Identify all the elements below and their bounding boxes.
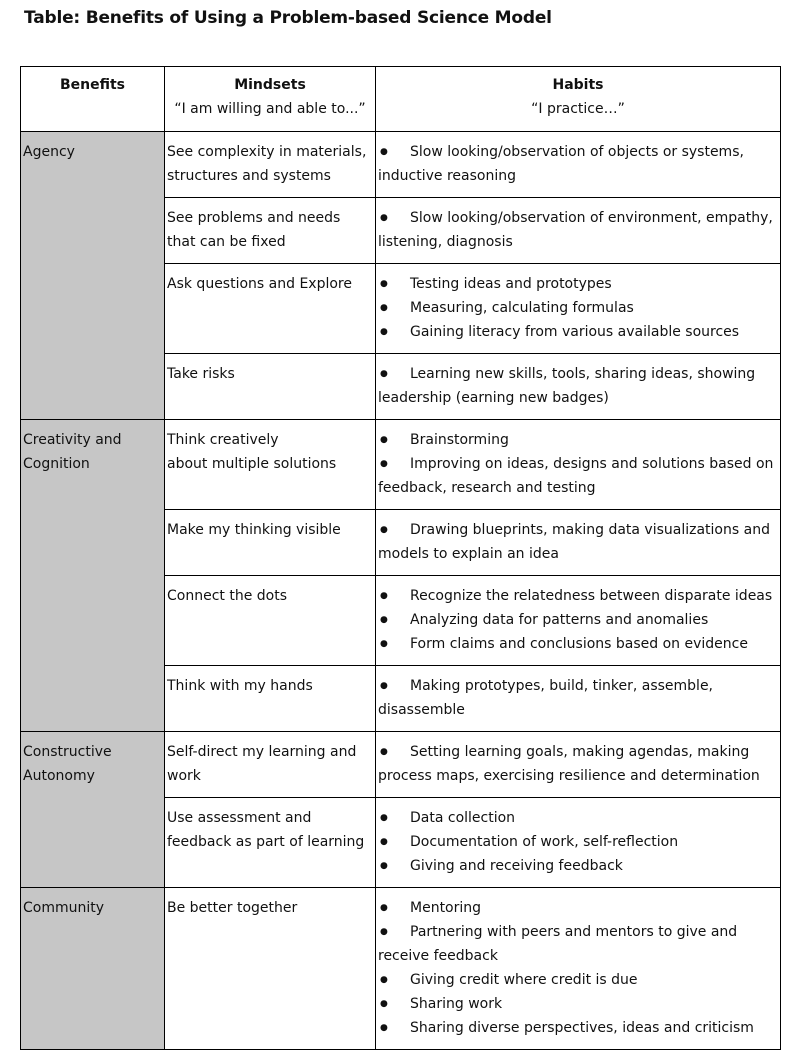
habit-text: Documentation of work, self-reflection <box>410 834 679 850</box>
benefit-cell <box>21 420 165 732</box>
habit-list-item <box>378 740 778 788</box>
mindset-text: Be better together <box>167 900 298 916</box>
table-row <box>21 420 781 510</box>
mindset-text: Think creatively <box>167 432 279 448</box>
habit-list-item <box>378 206 778 254</box>
benefits-table <box>20 66 781 1050</box>
habits-cell <box>376 732 781 798</box>
mindset-cell <box>165 732 376 798</box>
habits-cell <box>376 798 781 888</box>
habit-list-item <box>378 1016 778 1040</box>
habit-list-item <box>378 272 778 296</box>
table-header-row <box>21 67 781 132</box>
habit-text: Testing ideas and prototypes <box>410 276 612 292</box>
header-mindsets <box>165 67 376 132</box>
habit-text: Setting learning goals, making agendas, making process maps, exercising resilience and determination <box>378 744 760 784</box>
mindset-cell <box>165 510 376 576</box>
habit-list-item <box>378 896 778 920</box>
habit-text: Improving on ideas, designs and solutions based on feedback, research and testing <box>378 456 774 496</box>
habits-cell <box>376 264 781 354</box>
habit-text: Sharing diverse perspectives, ideas and criticism <box>410 1020 754 1036</box>
habit-text: Drawing blueprints, making data visualizations and models to explain an idea <box>378 522 770 562</box>
habit-list-item <box>378 608 778 632</box>
benefit-cell <box>21 732 165 888</box>
habit-text: Measuring, calculating formulas <box>410 300 634 316</box>
benefit-label: Constructive <box>23 744 112 760</box>
mindset-cell <box>165 798 376 888</box>
mindset-text: Ask questions and Explore <box>167 276 352 292</box>
header-benefits-label: Benefits <box>59 77 126 93</box>
mindset-cell <box>165 354 376 420</box>
benefit-cell <box>21 888 165 1050</box>
habit-list-item <box>378 806 778 830</box>
table-row <box>21 888 781 1050</box>
habit-text: Giving and receiving feedback <box>410 858 623 874</box>
habit-text: Mentoring <box>410 900 482 916</box>
habit-list-item <box>378 632 778 656</box>
habits-cell <box>376 420 781 510</box>
habits-cell <box>376 132 781 198</box>
habit-text: Making prototypes, build, tinker, assemble, disassemble <box>378 678 714 718</box>
habit-text: Data collection <box>410 810 516 826</box>
habit-list-item <box>378 854 778 878</box>
mindset-text: work <box>167 768 201 784</box>
benefit-label: Creativity and <box>23 432 122 448</box>
mindset-cell <box>165 888 376 1050</box>
header-mindsets-subtitle: “I am willing and able to...” <box>174 101 366 117</box>
mindset-text: Make my thinking visible <box>167 522 341 538</box>
habits-cell <box>376 576 781 666</box>
habit-text: Slow looking/observation of objects or systems, inductive reasoning <box>378 144 744 184</box>
mindset-cell <box>165 264 376 354</box>
mindset-text: See complexity in materials, <box>167 144 367 160</box>
habit-text: Recognize the relatedness between disparate ideas <box>410 588 773 604</box>
mindset-cell <box>165 198 376 264</box>
benefit-label: Autonomy <box>23 768 95 784</box>
habit-text: Brainstorming <box>410 432 509 448</box>
mindset-text: structures and systems <box>167 168 331 184</box>
habits-cell <box>376 888 781 1050</box>
habit-text: Form claims and conclusions based on evidence <box>410 636 748 652</box>
mindset-text: Think with my hands <box>167 678 313 694</box>
habit-text: Slow looking/observation of environment, empathy, listening, diagnosis <box>378 210 773 250</box>
mindset-text: that can be fixed <box>167 234 286 250</box>
habit-text: Sharing work <box>410 996 503 1012</box>
habit-list-item <box>378 296 778 320</box>
header-mindsets-label: Mindsets <box>234 77 306 93</box>
habit-list-item <box>378 968 778 992</box>
mindset-cell <box>165 576 376 666</box>
header-habits-label: Habits <box>552 77 604 93</box>
mindset-text: Connect the dots <box>167 588 287 604</box>
habit-text: Gaining literacy from various available sources <box>410 324 740 340</box>
table-body <box>21 132 781 1050</box>
habit-text: Learning new skills, tools, sharing ideas, showing leadership (earning new badges) <box>378 366 756 406</box>
habit-text: Analyzing data for patterns and anomalies <box>410 612 709 628</box>
mindset-cell <box>165 666 376 732</box>
mindset-text: See problems and needs <box>167 210 341 226</box>
header-benefits <box>21 67 165 132</box>
habits-cell <box>376 510 781 576</box>
habits-cell <box>376 354 781 420</box>
table-row <box>21 132 781 198</box>
mindset-cell <box>165 132 376 198</box>
benefit-label: Cognition <box>23 456 90 472</box>
table-row <box>21 732 781 798</box>
mindset-text: Self-direct my learning and <box>167 744 357 760</box>
header-habits <box>376 67 781 132</box>
mindset-text: feedback as part of learning <box>167 834 365 850</box>
benefit-label: Community <box>23 900 105 916</box>
habit-list-item <box>378 320 778 344</box>
habit-list-item <box>378 140 778 188</box>
benefit-cell <box>21 132 165 420</box>
habit-list-item <box>378 518 778 566</box>
document-title: Table: Benefits of Using a Problem-based Science Model <box>24 8 552 28</box>
habit-list-item <box>378 428 778 452</box>
habit-list-item <box>378 992 778 1016</box>
mindset-text: Take risks <box>167 366 235 382</box>
habit-list-item <box>378 674 778 722</box>
habit-list-item <box>378 920 778 968</box>
habit-list-item <box>378 584 778 608</box>
header-habits-subtitle: “I practice…” <box>531 101 625 117</box>
mindset-text: Use assessment and <box>167 810 312 826</box>
habits-cell <box>376 666 781 732</box>
habit-text: Partnering with peers and mentors to give and receive feedback <box>378 924 738 964</box>
mindset-text: about multiple solutions <box>167 456 337 472</box>
habit-list-item <box>378 362 778 410</box>
habit-list-item <box>378 830 778 854</box>
habit-list-item <box>378 452 778 500</box>
habit-text: Giving credit where credit is due <box>410 972 638 988</box>
habits-cell <box>376 198 781 264</box>
benefit-label: Agency <box>23 144 75 160</box>
mindset-cell <box>165 420 376 510</box>
